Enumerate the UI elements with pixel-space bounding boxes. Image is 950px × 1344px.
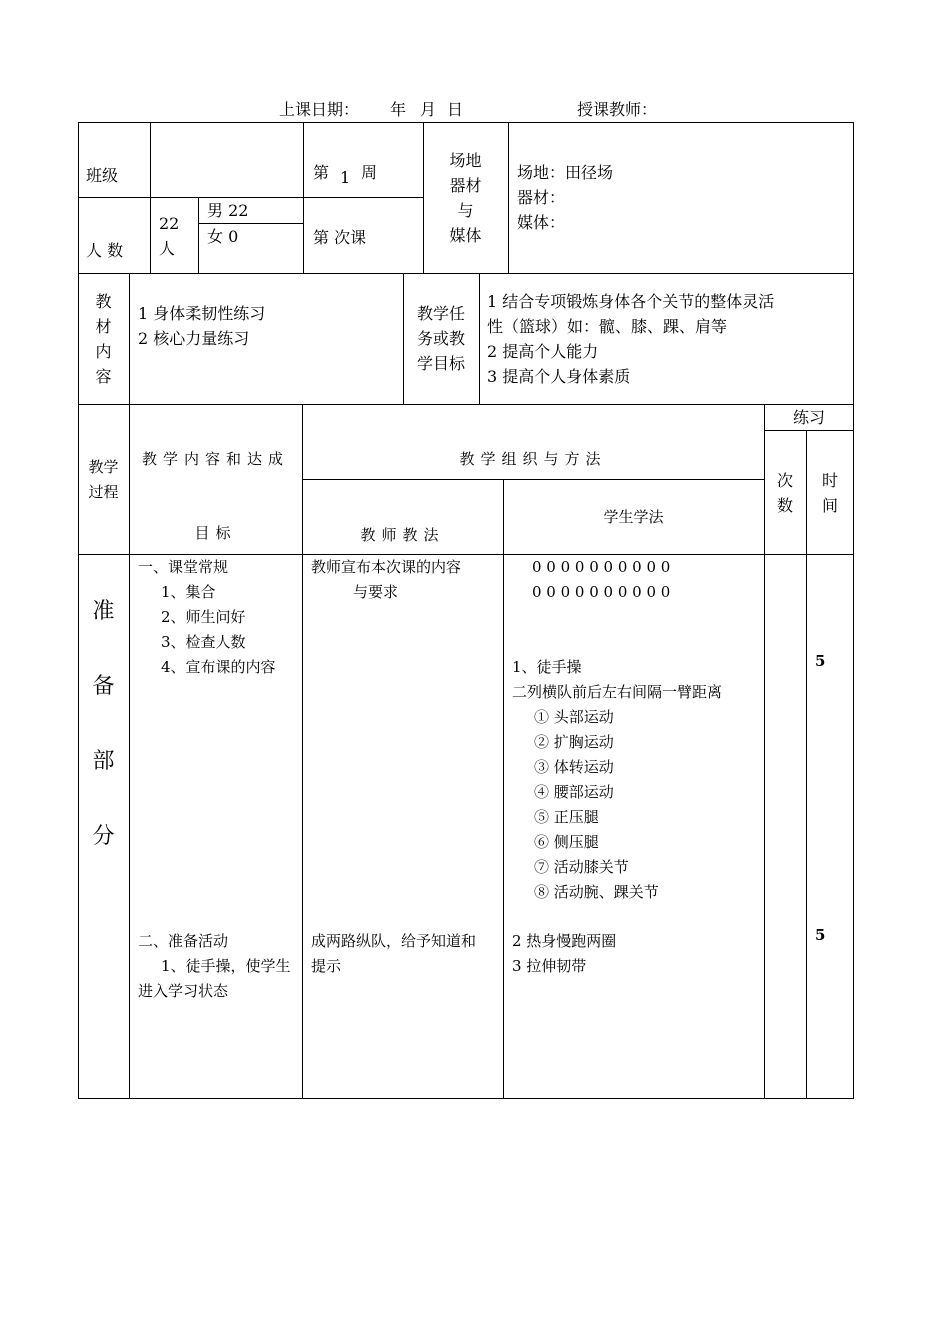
count-value: 22 [159, 214, 180, 233]
class-label: 班级 [86, 166, 119, 185]
time-value-2: 5 [815, 926, 826, 944]
teacher-label: 授课教师： [577, 100, 658, 119]
month-label: 月 [420, 100, 437, 119]
male-count: 男 22 [207, 201, 249, 220]
content-goal-header-2: 目标 [194, 524, 237, 542]
org-method-header: 教学组织与方法 [459, 450, 607, 468]
lesson-label: 第 次课 [313, 228, 367, 247]
practice-header: 练习 [792, 408, 825, 427]
count-label: 人 数 [86, 241, 124, 260]
female-count: 女 0 [207, 227, 239, 246]
week-number: 1 [340, 168, 351, 187]
teacher-method-header: 教师教法 [360, 526, 445, 544]
time-value-1: 5 [815, 652, 826, 670]
count-unit: 人 [159, 239, 176, 258]
content-goal-header: 教学内容和达成 [141, 450, 289, 468]
day-label: 日 [447, 100, 464, 119]
year-label: 年 [390, 100, 407, 119]
date-label: 上课日期： [279, 100, 360, 119]
week-suffix: 周 [361, 163, 378, 182]
week-prefix: 第 [313, 163, 330, 182]
student-method-header: 学生学法 [603, 508, 664, 526]
